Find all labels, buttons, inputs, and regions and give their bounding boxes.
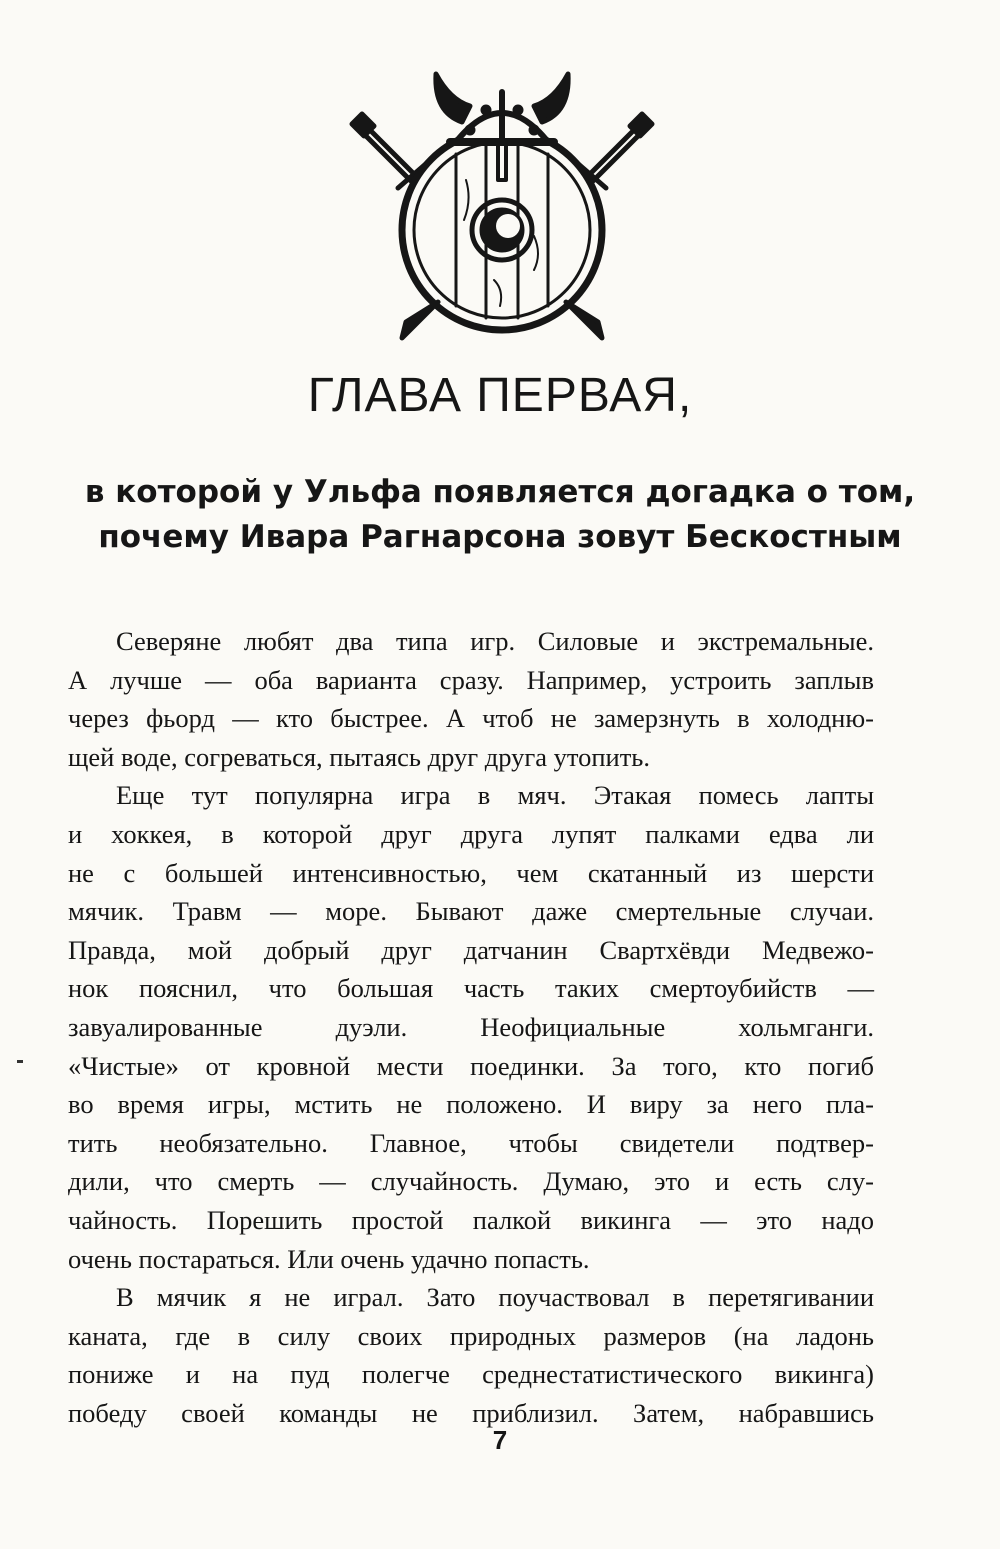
round-shield-icon <box>402 130 602 330</box>
text-line: мячик. Травм — море. Бывают даже смертельные случаи. <box>68 896 874 927</box>
text-line: чайность. Порешить простой палкой викинга — это надо <box>68 1204 874 1235</box>
text-line: Правда, мой добрый друг датчанин Свартхёвди Медвежо- <box>68 934 874 965</box>
text-line: через фьорд — кто быстрее. А чтоб не замерзнуть в холодню- <box>68 703 874 734</box>
chapter-body-text <box>68 622 874 1432</box>
text-line: победу своей команды не приблизил. Затем, набравшись <box>68 1397 874 1428</box>
paragraph <box>68 776 874 1278</box>
text-line: очень постараться. Или очень удачно попасть. <box>68 1243 590 1274</box>
text-line: «Чистые» от кровной мести поединки. За того, кто погиб <box>68 1050 874 1081</box>
chapter-title: ГЛАВА ПЕРВАЯ, <box>307 369 693 422</box>
chapter-subtitle-line: почему Ивара Рагнарсона зовут Бескостным <box>98 519 902 555</box>
page-number: 7 <box>492 1425 508 1455</box>
chapter-subtitle-line: в которой у Ульфа появляется догадка о том, <box>84 474 916 510</box>
paragraph <box>68 622 874 776</box>
text-line: А лучше — оба варианта сразу. Например, устроить заплыв <box>68 664 874 695</box>
text-line: нок пояснил, что большая часть таких смертоубийств — <box>68 973 874 1004</box>
margin-mark <box>17 1060 23 1063</box>
text-line: не с большей интенсивностью, чем скатанный из шерсти <box>68 857 874 888</box>
text-line: завуалированные дуэли. Неофициальные хольмганги. <box>68 1011 874 1042</box>
viking-emblem-icon <box>338 70 666 346</box>
text-line: В мячик я не играл. Зато поучаствовал в перетягивании <box>116 1282 874 1313</box>
text-line: дили, что смерть — случайность. Думаю, это и есть слу- <box>68 1166 874 1197</box>
text-line: пониже и на пуд полегче среднестатистического викинга) <box>68 1359 874 1390</box>
text-line: щей воде, согреваться, пытаясь друг друга утопить. <box>68 741 651 772</box>
text-line: во время игры, мстить не положено. И виру за него пла- <box>68 1089 874 1120</box>
text-line: Еще тут популярна игра в мяч. Этакая помесь лапты <box>116 780 874 811</box>
paragraph <box>68 1278 874 1432</box>
chapter-subtitle <box>60 470 940 560</box>
text-line: Северяне любят два типа игр. Силовые и экстремальные. <box>116 626 874 656</box>
text-line: каната, где в силу своих природных размеров (на ладонь <box>68 1320 874 1351</box>
text-line: тить необязательно. Главное, чтобы свидетели подтвер- <box>68 1127 874 1158</box>
text-line: и хоккея, в которой друг друга лупят палками едва ли <box>68 818 874 849</box>
